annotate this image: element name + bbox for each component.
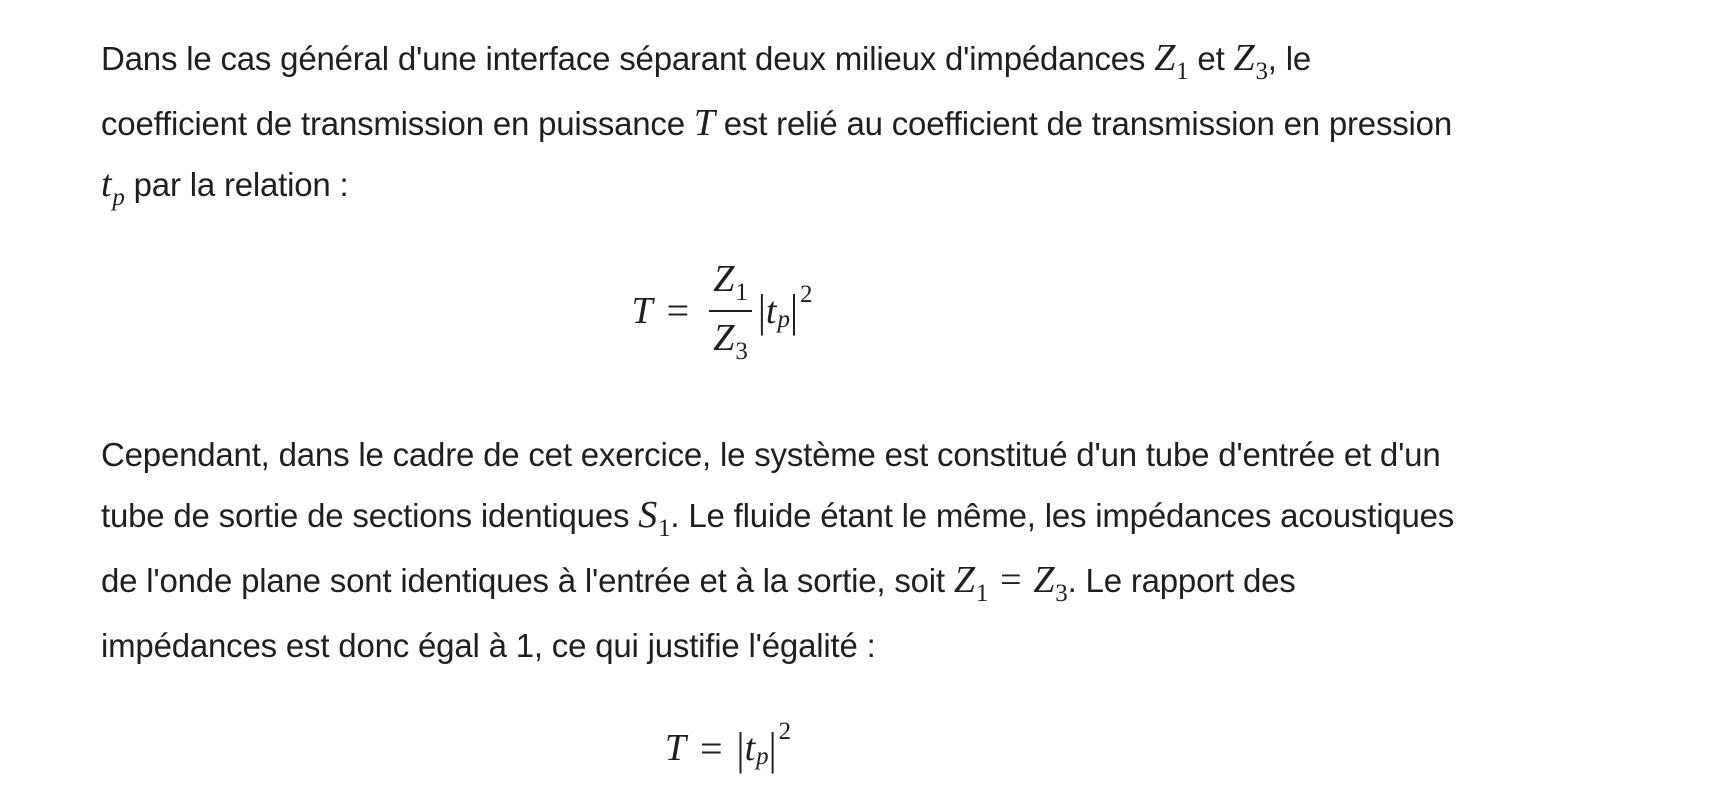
text-segment: et (1188, 40, 1234, 77)
text-segment: Cependant, dans le cadre de cet exercice, le système est constitué d'un tube d'entrée et d'un (101, 436, 1441, 473)
math-z1: Z (953, 559, 975, 601)
math-subscript: 1 (1176, 58, 1189, 85)
text-segment: est relié au coefficient de transmission en pression (714, 105, 1452, 142)
text-segment: Dans le cas général d'une interface séparant deux milieux d'impédances (101, 40, 1155, 77)
math-z3: Z (1033, 559, 1055, 601)
paragraph-intro (101, 28, 1661, 219)
math-s1: S (638, 494, 658, 536)
text-segment: de l'onde plane sont identiques à l'entrée et à la sortie, soit (101, 562, 954, 599)
math-subscript: 1 (658, 515, 671, 542)
equation-simplified (0, 718, 1736, 793)
text-segment: tube de sortie de sections identiques (101, 497, 639, 534)
fraction-denominator (709, 314, 752, 366)
math-z3: Z (1233, 37, 1255, 79)
text-segment: . Le rapport des (1067, 562, 1296, 599)
fraction-bar (709, 310, 752, 312)
math-tp: t (765, 289, 777, 332)
math-subscript: 3 (1255, 58, 1268, 85)
text-segment: coefficient de transmission en puissance (101, 105, 694, 142)
math-t: T (693, 102, 715, 144)
equation-lhs: T (631, 289, 653, 332)
math-subscript: 3 (1055, 580, 1068, 607)
paragraph-explanation (101, 424, 1661, 676)
equals-sign: = (666, 288, 690, 333)
math-exponent: 2 (799, 280, 813, 308)
fraction-numerator (709, 255, 752, 307)
math-tp: t (744, 727, 756, 769)
math-subscript: p (756, 743, 769, 770)
abs-bar-right: | (789, 284, 798, 337)
abs-bar-right: | (768, 722, 777, 774)
paragraph-1 (101, 28, 1661, 219)
abs-bar-left: | (757, 284, 766, 337)
text-segment: impédances est donc égal à 1, ce qui justifie l'égalité : (101, 627, 876, 664)
math-z3: Z (713, 317, 735, 359)
text-segment: , le (1267, 40, 1311, 77)
math-subscript: 1 (975, 580, 989, 607)
equals-sign: = (1000, 559, 1022, 601)
math-subscript: 3 (735, 338, 748, 365)
math-tp: t (101, 163, 112, 205)
paragraph-2 (101, 424, 1661, 676)
equals-sign: = (699, 725, 723, 771)
math-z1: Z (713, 258, 735, 300)
equation-lhs: T (664, 727, 686, 769)
equation-power-transmission (0, 255, 1736, 385)
text-segment: . Le fluide étant le même, les impédances acoustiques (670, 497, 1455, 534)
math-exponent: 2 (778, 718, 792, 745)
math-subscript: 1 (735, 279, 748, 306)
impedance-ratio-fraction (709, 255, 752, 366)
math-subscript: p (112, 184, 125, 211)
text-segment: par la relation : (124, 166, 349, 203)
math-subscript: p (777, 305, 790, 333)
abs-bar-left: | (736, 722, 745, 774)
math-z1: Z (1154, 37, 1176, 79)
